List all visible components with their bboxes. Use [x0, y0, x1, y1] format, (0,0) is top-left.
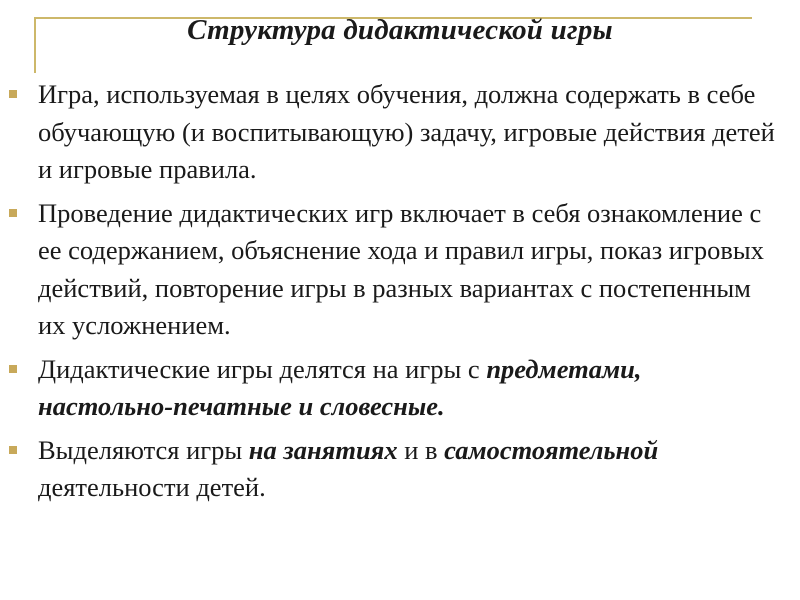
bullet-text-1: Игра, используемая в целях обучения, должна содержать в себе обучающую (и воспитывающую) задачу, игровые действия детей и игровые правила. [38, 79, 775, 184]
bullet-emphasis-4-a: на занятиях [248, 434, 398, 465]
bullet-item-1 [38, 76, 783, 189]
bullet-list [38, 76, 783, 513]
bullet-text-4-a: Выделяются игры [38, 434, 249, 465]
bullet-emphasis-4-b: самостоятельной [444, 434, 659, 465]
bullet-emphasis-3: предметами, настольно-печатные и словесные. [38, 353, 642, 421]
bullet-text-4-c: деятельности детей. [38, 472, 266, 502]
slide-title: Структура дидактической игры [187, 14, 613, 46]
bullet-item-4 [38, 432, 783, 507]
square-bullet-icon [9, 90, 17, 98]
bullet-text-4-b: и в [397, 434, 445, 465]
square-bullet-icon [9, 365, 17, 373]
bullet-item-3 [38, 351, 783, 426]
bullet-text-3: Дидактические игры делятся на игры с [38, 353, 487, 384]
bullet-item-2 [38, 195, 783, 345]
bullet-text-2: Проведение дидактических игр включает в себя ознакомление с ее содержанием, объяснение хода и правил игры, показ игровых действий, повторение игры в разных вариантах с постепенным их усложнением. [38, 197, 764, 340]
square-bullet-icon [9, 209, 17, 217]
square-bullet-icon [9, 446, 17, 454]
